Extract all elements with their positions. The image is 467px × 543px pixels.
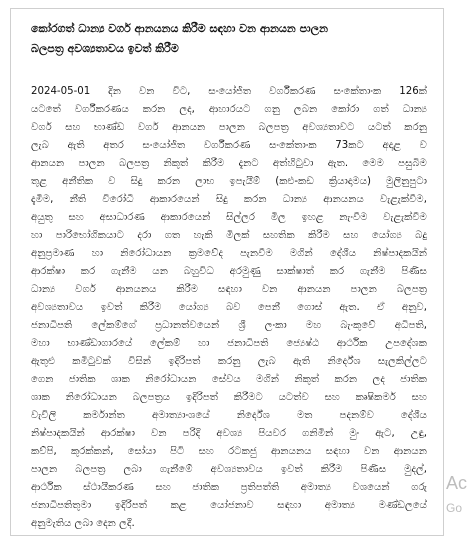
body-line-17: ගෙන ජාතික ශාක නිරෝධායන සේවය මගින් නිකුත් කරන ලද ජාතික: [31, 374, 427, 385]
title-line-1: කෝරගත් ධාන්‍ය වර්ග ආනයනය කිරීම සඳහා වන ආනයන පාලන: [31, 22, 328, 35]
body-line-21: කව්පි, කුරක්කන්, සෝයා පිටි සහ රටකජු ආනයනය සඳහා වන ආනයන: [31, 446, 427, 457]
body-line-23: ආර්ථික ස්ථායීකරණ සහ ජාතික ප්‍රතිපත්ති අමාත්‍ය වශයෙන් ගරු: [31, 482, 427, 493]
body-line-14: ජනාධිපති ලේකම්ගේ ප්‍රධානත්වයෙන් ශ්‍රී ලංකා මහ බැංකුවේ අධිපති,: [31, 320, 427, 331]
document-title: [31, 19, 431, 59]
body-line-4: ලැබ ඇති අතර සංයෝජිත වර්ගීකරණ සංකේතාංක 73කට අදාළ ව: [31, 140, 427, 151]
watermark-overlay: [446, 474, 467, 514]
body-line-10: අනුප්‍රමාණ හා නිරෝධායන ක්‍රමවේද පැනවීම මගින් දේශීය නිෂ්පාදකයින්: [31, 248, 427, 259]
watermark-line-2: Go: [446, 501, 463, 515]
body-line-2: යටතේ වර්ගීකරණය කරන ලද, ආහාරයට ගනු ලබන කෝරා ගත් ධාන්‍ය: [31, 104, 427, 115]
body-line-7: දැමීම, නීති විරෝධී ආකාරයෙන් සිදු කරන ධාන්‍ය ආනයනය වැළැක්වීම,: [31, 194, 427, 205]
body-line-5: ආනයන පාලන බලපත්‍ර නිකුත් කිරීම දැනට අත්හිටුවා ඇත. මෙම පසුබිම: [31, 158, 427, 169]
body-line-22: පාලන බලපත්‍ර ලබා ගැනීමේ අවශ්‍යතාවය ඉවත් කිරීම පිණිස මුදල්,: [31, 464, 427, 475]
body-line-20: නිෂ්පාදකයින් ආරක්ෂා වන පරිදි අවශ්‍ය පියවර ගනිමින් මුං ඇට, උඳු,: [31, 428, 427, 439]
body-line-1: 2024-05-01 දින වන විට, සංයෝජිත වර්ගීකරණ සංකේතාංක 126ක්: [31, 86, 427, 97]
body-line-9: හා පාරිභෝගිකයාට දරා ගත හැකි මිලක් සහතික කිරීම සහ යෝග්‍ය බදු: [31, 230, 427, 241]
body-line-19: වැවිලි කර්මාන්ත අමාත්‍යාංශයේ නිර්දේශ මත පදනම්ව දේශීය: [31, 410, 427, 421]
document-body: [31, 83, 427, 533]
body-line-6: තුළ අනීතික ව සිදු කරන ලාභ ඉපැයීම් (කළු-කඩ ක්‍රියාදාමය) මුලිනුපුටා: [31, 176, 427, 187]
body-line-25: අනුමැතිය ලබා දෙන ලදී.: [31, 518, 135, 529]
body-line-12: ධාන්‍ය වර්ග ආනයනය කිරීම සඳහා වන ආනයන පාලන බලපත්‍ර: [31, 284, 427, 295]
body-line-3: වර්ග සහ භාණ්ඩ වර්ග ආනයන පාලන බලපත්‍ර අවශ්‍යතාවට යටත් කරනු: [31, 122, 427, 133]
title-line-2: බලපත්‍ර අවශ්‍යතාවය ඉවත් කිරීම: [31, 42, 179, 55]
body-line-18: ශාක නිරෝධායන බලපත්‍රය ඉදිරිපත් කිරීමට යටත්ව සහ කෘෂිකර්ම සහ: [31, 392, 427, 403]
watermark-line-1: Ac: [446, 473, 467, 493]
body-line-8: අයුතු සහ අසාධාරණ ආකාරයෙන් සිල්ලර මිල ඉහළ නැංවීම වැළැක්වීම: [31, 212, 427, 223]
body-line-16: ඇතුළු කමිටුවක් විසින් ඉදිරිපත් කරනු ලැබ ඇති නිර්දේශ සැලකිල්ලට: [31, 356, 427, 367]
body-line-13: අවශ්‍යතාවය ඉවත් කිරීම යෝග්‍ය බව පෙනී ගොස් ඇත. ඒ අනුව,: [31, 302, 427, 313]
body-line-11: ආරක්ෂා කර ගැනීම යන බහුවිධ අරමුණු සාක්ෂාත් කර ගැනීම පිණිස: [31, 266, 427, 277]
body-line-24: ජනාධිපතිතුමා ඉදිරිපත් කළ යෝජනාව සඳහා අමාත්‍ය මණ්ඩලයේ: [31, 500, 427, 511]
body-line-15: මහා භාණ්ඩාගාරයේ ලේකම් හා ජනාධිපති ජ්‍යෙෂ්ඨ ආර්ථික උපදේශක: [31, 338, 427, 349]
document-page: [10, 8, 444, 536]
